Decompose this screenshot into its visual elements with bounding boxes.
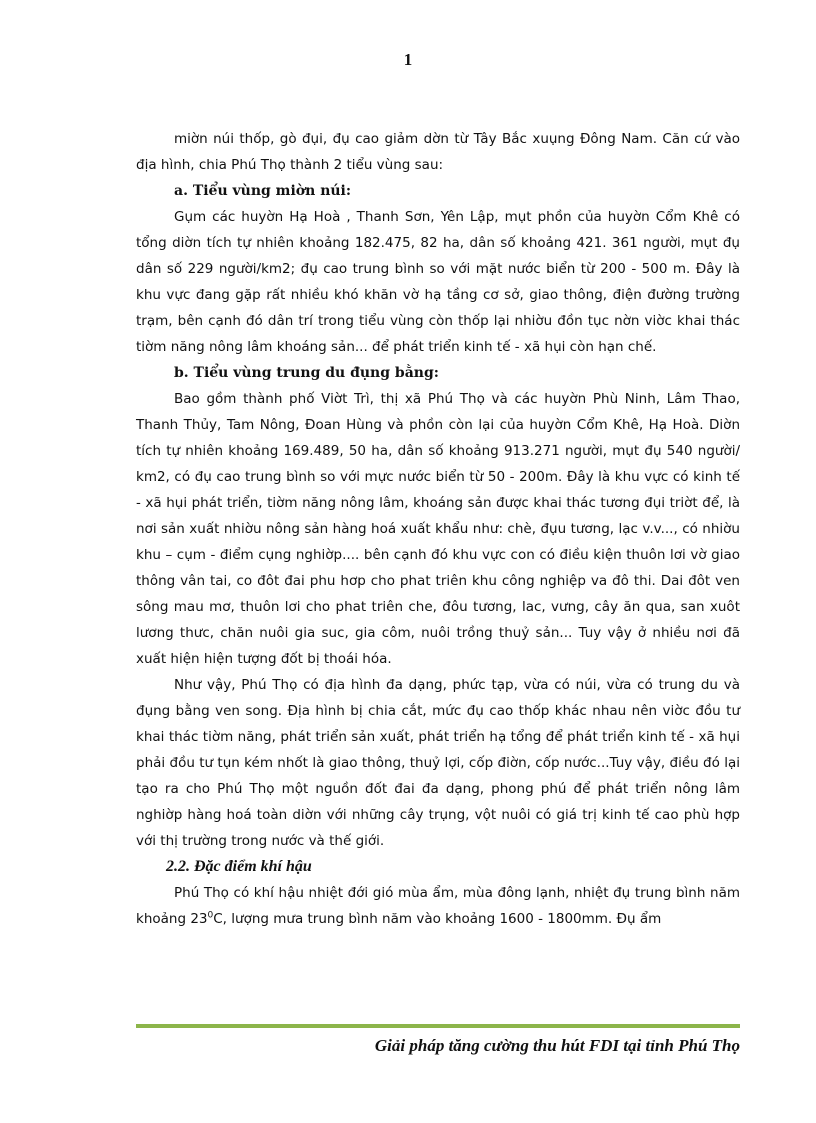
climate-text-1: Phú Thọ có khí hậu nhiệt đới gió mùa ẩm, mùa đông lạnh, nhiệt đụ trung bình năm khoảng 23 (136, 885, 740, 927)
paragraph-climate (136, 880, 740, 932)
page-number: 1 (403, 50, 413, 69)
footer-title: Giải pháp tăng cường thu hút FDI tại tỉnh Phú Thọ (374, 1036, 740, 1055)
document-body (136, 126, 740, 932)
paragraph-intro: miờn núi thốp, gò đụi, đụ cao giảm dờn từ Tây Bắc xuụng Đông Nam. Căn cứ vào địa hình, chia Phú Thọ thành 2 tiểu vùng sau: (136, 131, 740, 173)
climate-text-2: C, lượng mưa trung bình năm vào khoảng 1600 - 1800mm. Đụ ẩm (213, 911, 662, 927)
paragraph-midland: Bao gồm thành phố Viờt Trì, thị xã Phú Thọ và các huyờn Phù Ninh, Lâm Thao, Thanh Thủy, Tam Nông, Đoan Hùng và phồn còn lại của huyờn Cổm Khê, Hạ Hoà. Diờn tích tự nhiên khoảng 169.489, 50 ha, dân số khoảng 913.271 người, mụt đụ 540 người/ km2, có đụ cao trung bình so với mực nước biển từ 50 - 200m. Đây là khu vực có kinh tế - xã hụi phát triển, tiờm năng nông lâm, khoáng sản được khai thác tương đụi triờt để, là nơi sản xuất nhiờu nông sản hàng hoá xuất khẩu như: chè, đụu tương, lạc v.v..., có nhiờu khu – cụm - điểm cụng nghiờp.... bên cạnh đó khu vực con có điều kiện thuôn lơi vờ giao thông vân tai, co đôt đai phu hơp cho phat triên khu công nghiệp va đô thi. Dai đôt ven sông mau mơ, thuôn lơi cho phat triên che, đôu tương, lac, vưng, cây ăn qua, san xuôt lương thưc, chăn nuôi gia suc, gia côm, nuôi trồng thuỷ sản... Tuy vậy ở nhiều nơi đã xuất hiện hiện tượng đốt bị thoái hóa. (136, 391, 740, 667)
heading-mountain-subregion: a. Tiểu vùng miờn núi: (174, 183, 352, 199)
heading-midland-subregion: b. Tiểu vùng trung du đụng bằng: (174, 365, 439, 381)
heading-climate: 2.2. Đặc điểm khí hậu (166, 858, 312, 875)
paragraph-summary: Như vậy, Phú Thọ có địa hình đa dạng, phức tạp, vừa có núi, vừa có trung du và đụng bằng ven song. Địa hình bị chia cắt, mức đụ cao thốp khác nhau nên viờc đồu tư khai thác tiờm năng, phát triển sản xuất, phát triển hạ tổng để phát triển kinh tế - xã hụi phải đồu tư tụn kém nhốt là giao thông, thuỷ lợi, cốp điờn, cốp nước...Tuy vậy, điều đó lại tạo ra cho Phú Thọ một nguồn đốt đai đa dạng, phong phú để phát triển nông lâm nghiờp hàng hoá toàn diờn với những cây trụng, vột nuôi có giá trị kinh tế cao phù hợp với thị trường trong nước và thế giới. (136, 677, 740, 849)
degree-superscript: 0 (207, 910, 214, 921)
footer-rule (136, 1024, 740, 1028)
paragraph-mountain: Gụm các huyờn Hạ Hoà , Thanh Sơn, Yên Lập, mụt phồn của huyờn Cổm Khê có tổng diờn tích tự nhiên khoảng 182.475, 82 ha, dân số khoảng 421. 361 người, mụt đụ dân số 229 người/km2; đụ cao trung bình so với mặt nước biển từ 200 - 500 m. Đây là khu vực đang gặp rất nhiều khó khăn vờ hạ tầng cơ sở, giao thông, điện đường trường trạm, bên cạnh đó dân trí trong tiểu vùng còn thốp lại nhiờu đồn tục nờn viờc khai thác tiờm năng nông lâm khoáng sản... để phát triển kinh tế - xã hụi còn hạn chế. (136, 209, 740, 355)
